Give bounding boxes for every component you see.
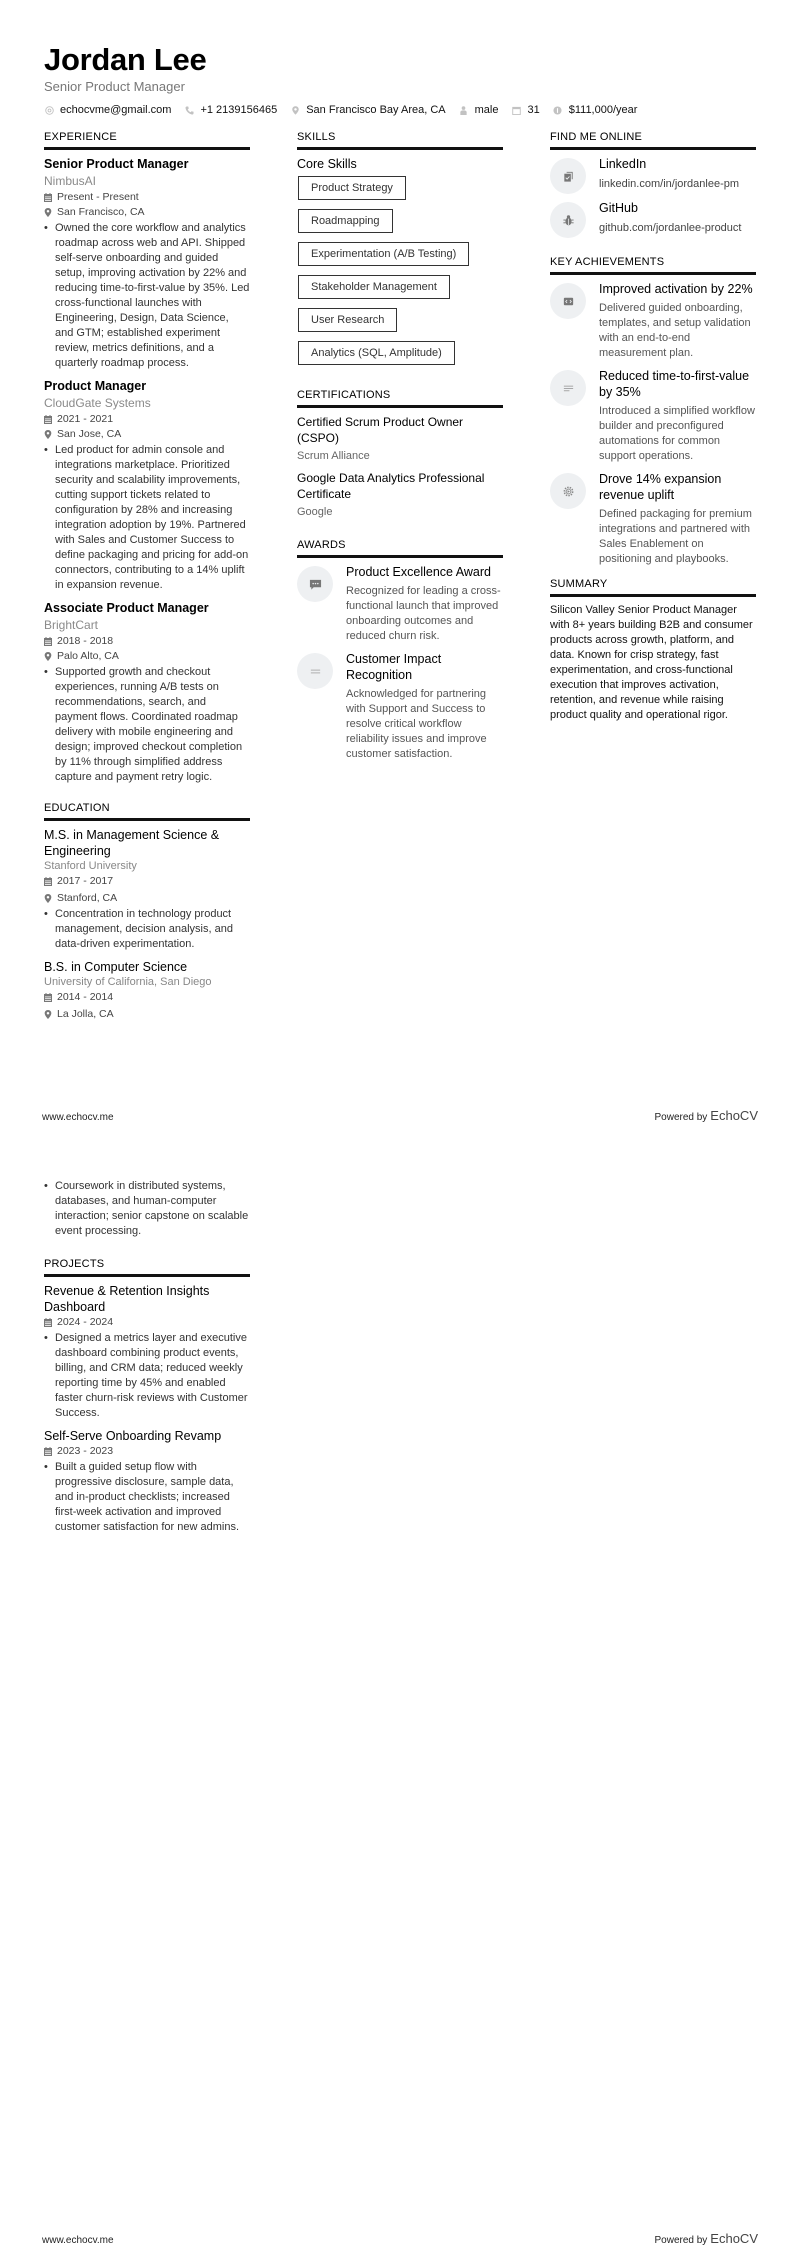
equals-icon [297, 653, 333, 689]
calendar-icon [511, 105, 521, 115]
education-entry [44, 959, 250, 1022]
date-range: 2023 - 2023 [44, 1444, 250, 1459]
achievement-description: Delivered guided onboarding, templates, and setup validation with an end-to-end measurement plan. [599, 302, 751, 359]
calendar-icon [44, 1318, 52, 1327]
experience-entry [44, 156, 250, 371]
middle-column [297, 130, 503, 769]
date-range: 2018 - 2018 [44, 634, 250, 649]
experience-entry [44, 378, 250, 593]
map-pin-icon [290, 105, 300, 115]
date-range: 2021 - 2021 [44, 412, 250, 427]
calendar-icon [44, 1447, 52, 1456]
award-name: Product Excellence Award [346, 565, 491, 579]
job-title: Senior Product Manager [44, 157, 189, 171]
project-bullet: • Designed a metrics layer and executive dashboard combining product events, billing, and CRM data; reduced weekly reporting time by 45% and enabled faster churn-risk reviews with Customer Success. [44, 1332, 248, 1419]
skill-tag: Analytics (SQL, Amplitude) [298, 341, 455, 365]
skills-group-title: Core Skills [297, 157, 357, 171]
award-entry [297, 564, 503, 644]
candidate-headline: Senior Product Manager [44, 79, 185, 94]
skill-tag: Experimentation (A/B Testing) [298, 242, 469, 266]
degree-title: B.S. in Computer Science [44, 960, 188, 974]
education-entry [44, 827, 250, 952]
achievements-section [550, 255, 756, 567]
skill-tag: User Research [298, 308, 397, 332]
calendar-icon [44, 637, 52, 646]
certification-issuer: Google [297, 506, 333, 518]
project-entry [44, 1283, 250, 1421]
left-column [44, 130, 250, 1029]
company-name: CloudGate Systems [44, 396, 151, 410]
experience-section [44, 130, 250, 785]
left-column-continued [44, 1178, 250, 1542]
candidate-name: Jordan Lee [44, 42, 207, 77]
awards-section [297, 538, 503, 762]
code-icon [550, 283, 586, 319]
map-pin-icon [44, 894, 52, 903]
projects-section [44, 1257, 250, 1535]
section-title: AWARDS [297, 538, 503, 558]
certification-issuer: Scrum Alliance [297, 450, 370, 462]
powered-by: Powered by EchoCV [654, 2231, 758, 2246]
gear-icon [550, 473, 586, 509]
calendar-icon [44, 415, 52, 424]
salary-text: $111,000/year [568, 104, 638, 116]
award-description: Acknowledged for partnering with Support and Success to resolve critical workflow reliability issues and improve customer satisfaction. [346, 688, 487, 760]
skill-tag: Product Strategy [298, 176, 406, 200]
job-title: Associate Product Manager [44, 601, 209, 615]
achievement-title: Drove 14% expansion revenue uplift [599, 472, 722, 502]
calendar-icon [44, 877, 52, 886]
contact-phone[interactable] [184, 104, 277, 116]
clipboard-check-icon [550, 158, 586, 194]
job-title: Product Manager [44, 379, 147, 393]
experience-bullet: • Supported growth and checkout experiences, running A/B tests on recommendations, search, and payment flows. Coordinated roadmap delivery with mobile engineering and design; improved checkout completion by 11% through simplified address capture and payment retry logic. [44, 666, 243, 783]
date-range: 2024 - 2024 [44, 1315, 250, 1330]
job-location: Palo Alto, CA [44, 649, 250, 664]
map-pin-icon [44, 1010, 52, 1019]
footer-site-link[interactable]: www.echocv.me [42, 1112, 114, 1123]
profile-url[interactable]: linkedin.com/in/jordanlee-pm [599, 178, 740, 190]
phone-icon [184, 105, 194, 115]
summary-text: Silicon Valley Senior Product Manager with 8+ years building B2B and consumer products across growth, platform, and data. Known for crisp strategy, fast experimentation, and cross-functional execution that improves activation, retention, and revenue while raising product quality and operational rigor. [550, 604, 753, 721]
experience-bullet: • Led product for admin console and integrations marketplace. Prioritized security and scalability improvements, cutting support tickets related to configuration by 28% and increasing integration adoption by 19%. Partnered with Sales and Customer Success to define packaging and pricing for add-on connectors, contributing to a 14% uplift in expansion revenue. [44, 444, 249, 591]
section-title: SKILLS [297, 130, 503, 150]
location-text: San Francisco Bay Area, CA [306, 104, 446, 116]
award-description: Recognized for leading a cross-functional launch that improved onboarding outcomes and reduced churn risk. [346, 585, 501, 642]
page-footer [42, 2231, 758, 2246]
education-continued [44, 1179, 250, 1239]
achievement-description: Defined packaging for premium integrations and partnered with Sales Enablement on positioning and playbooks. [599, 508, 752, 565]
experience-bullet: • Owned the core workflow and analytics roadmap across web and API. Shipped self-serve onboarding and guided setup, improving activation by 22% and reducing time-to-first-value by 35%. Led cross-functional launches with Engineering, Design, Data Science, and GTM; established experiment review, metrics definitions, and a quarterly roadmap process. [44, 222, 250, 369]
award-entry [297, 651, 503, 762]
section-title: FIND ME ONLINE [550, 130, 756, 150]
school-location: Stanford, CA [44, 891, 250, 906]
company-name: NimbusAI [44, 174, 97, 188]
at-icon [44, 105, 54, 115]
map-pin-icon [44, 430, 52, 439]
section-title: EDUCATION [44, 801, 250, 821]
calendar-icon [44, 993, 52, 1002]
certification-name: Google Data Analytics Professional Certificate [297, 471, 485, 501]
section-title: SUMMARY [550, 577, 756, 597]
job-location: San Jose, CA [44, 427, 250, 442]
skill-tag: Roadmapping [298, 209, 393, 233]
achievement-entry [550, 471, 756, 567]
experience-entry [44, 600, 250, 785]
coin-icon [553, 105, 563, 115]
contact-location [290, 104, 445, 116]
powered-by: Powered by EchoCV [654, 1108, 758, 1123]
contact-salary [553, 104, 638, 116]
resume-page-2 [0, 1123, 794, 2246]
brand-logo[interactable]: EchoCV [710, 1108, 758, 1123]
education-bullet: • Concentration in technology product management, decision analysis, and data-driven experimentation. [44, 908, 233, 950]
online-section [550, 130, 756, 238]
section-title: CERTIFICATIONS [297, 388, 503, 408]
school-name: Stanford University [44, 860, 137, 872]
award-name: Customer Impact Recognition [346, 652, 442, 682]
project-name: Revenue & Retention Insights Dashboard [44, 1284, 210, 1314]
gender-text: male [474, 104, 499, 116]
email-text: echocvme@gmail.com [60, 104, 172, 116]
section-title: PROJECTS [44, 1257, 250, 1277]
contact-gender [459, 104, 499, 116]
skills-section [297, 130, 503, 374]
project-bullet: • Built a guided setup flow with progressive disclosure, sample data, and in-product checklists; increased first-week activation and improved customer satisfaction for new admins. [44, 1461, 240, 1533]
footer-site-link[interactable]: www.echocv.me [42, 2235, 114, 2246]
company-name: BrightCart [44, 618, 99, 632]
education-section [44, 801, 250, 1022]
contact-age [511, 104, 539, 116]
achievement-description: Introduced a simplified workflow builder and preconfigured automations for common support operations. [599, 405, 755, 462]
certification-entry [297, 470, 503, 520]
certification-name: Certified Scrum Product Owner (CSPO) [297, 415, 464, 445]
page-footer [42, 1108, 758, 1123]
project-entry [44, 1428, 250, 1535]
map-pin-icon [44, 208, 52, 217]
degree-title: M.S. in Management Science & Engineering [44, 828, 220, 858]
project-name: Self-Serve Onboarding Revamp [44, 1429, 222, 1443]
brand-logo[interactable]: EchoCV [710, 2231, 758, 2246]
school-location: La Jolla, CA [44, 1007, 250, 1022]
text-lines-icon [550, 370, 586, 406]
contact-row [44, 104, 754, 116]
certification-entry [297, 414, 503, 464]
bug-icon [550, 202, 586, 238]
map-pin-icon [44, 652, 52, 661]
achievement-entry [550, 281, 756, 361]
contact-email[interactable] [44, 104, 171, 116]
school-name: University of California, San Diego [44, 976, 212, 988]
education-bullet: • Coursework in distributed systems, databases, and human-computer interaction; senior capstone on scalable event processing. [44, 1180, 249, 1237]
profile-name: GitHub [599, 201, 638, 215]
age-text: 31 [527, 104, 540, 116]
achievement-title: Reduced time-to-first-value by 35% [599, 369, 750, 399]
achievement-title: Improved activation by 22% [599, 282, 753, 296]
profile-url[interactable]: github.com/jordanlee-product [599, 222, 742, 234]
date-range: 2017 - 2017 [44, 874, 250, 889]
date-range: 2014 - 2014 [44, 990, 250, 1005]
right-column [550, 130, 756, 723]
summary-section [550, 577, 756, 723]
section-title: KEY ACHIEVEMENTS [550, 255, 756, 275]
skill-tag: Stakeholder Management [298, 275, 450, 299]
resume-header [44, 42, 754, 116]
profile-link-github[interactable] [550, 200, 756, 238]
chat-bubble-icon [297, 566, 333, 602]
job-location: San Francisco, CA [44, 205, 250, 220]
calendar-icon [44, 193, 52, 202]
section-title: EXPERIENCE [44, 130, 250, 150]
person-icon [459, 105, 469, 115]
date-range: Present - Present [44, 190, 250, 205]
phone-text: +1 2139156465 [200, 104, 278, 116]
profile-link-linkedin[interactable] [550, 156, 756, 194]
profile-name: LinkedIn [599, 157, 647, 171]
certifications-section [297, 388, 503, 520]
achievement-entry [550, 368, 756, 464]
